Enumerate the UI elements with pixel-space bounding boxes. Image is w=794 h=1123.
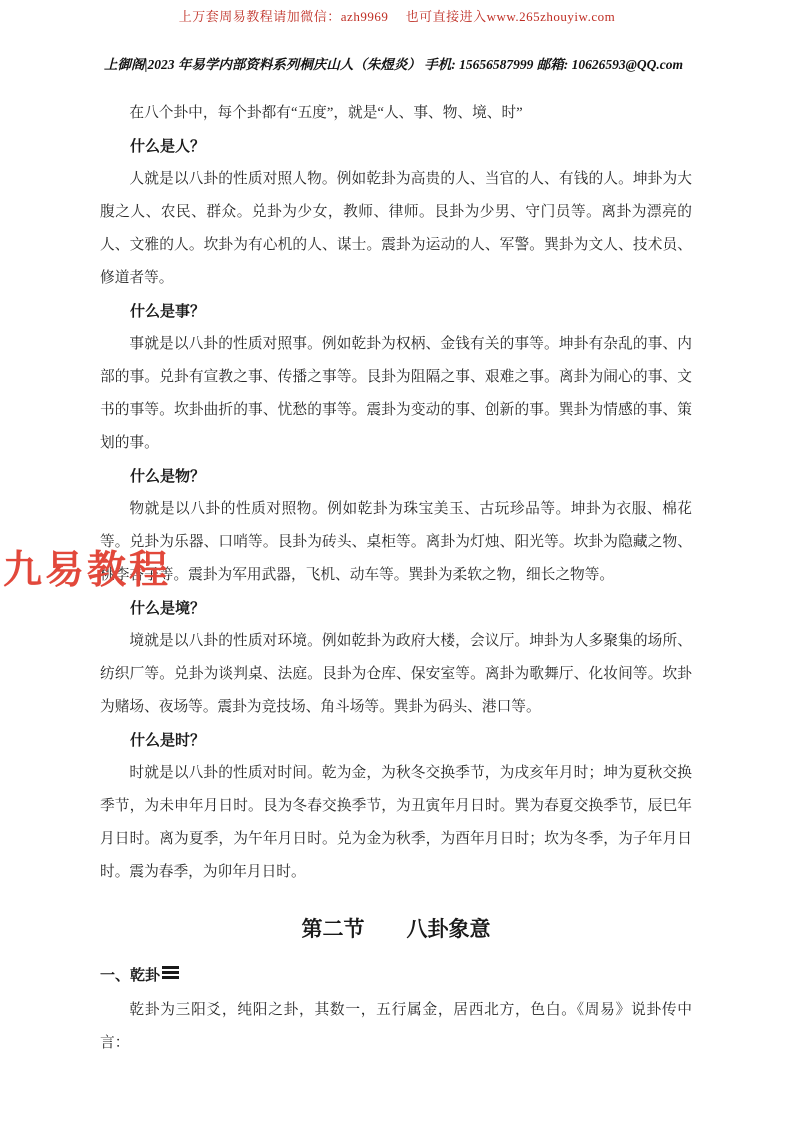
paragraph-shi-time: 时就是以八卦的性质对时间。乾为金，为秋冬交换季节，为戌亥年月时；坤为夏秋交换季节，为未申年月日时。艮为冬春交换季节，为丑寅年月日时。巽为春夏交换季节，辰巳年月日时。离为夏季，为午年月日时。兑为金为秋季，为酉年月日时；坎为冬季，为子年月日时。震为春季，为卯年月日时。 xyxy=(100,765,692,880)
header-contact-label: 桐庆山人（朱煜炎） 手机: 15656587999 邮箱: 10626593@QQ.com xyxy=(299,57,683,72)
promo-banner-text: 上万套周易教程请加微信：azh9969 也可直接进入www.265zhouyiw.com xyxy=(178,9,616,24)
subsection-heading-qian-gua xyxy=(100,959,692,992)
heading-what-is-shi: 什么是事？ xyxy=(130,303,206,320)
header-series-label: 上御阁|2023 年易学内部资料系列 xyxy=(104,57,300,72)
paragraph-ren: 人就是以八卦的性质对照人物。例如乾卦为高贵的人、当官的人、有钱的人。坤卦为大腹之人、农民、群众。兑卦为少女，教师、律师。艮卦为少男、守门员等。离卦为漂亮的人、文雅的人。坎卦为有心机的人、谋士。震卦为运动的人、军警。巽卦为文人、技术员、修道者等。 xyxy=(100,171,692,286)
qian-trigram-icon xyxy=(162,964,179,981)
paragraph-qian-gua: 乾卦为三阳爻，纯阳之卦，其数一，五行属金，居西北方，色白。《周易》说卦传中言： xyxy=(100,1002,692,1051)
heading-what-is-ren: 什么是人？ xyxy=(130,138,206,155)
paragraph-jing: 境就是以八卦的性质对环境。例如乾卦为政府大楼，会议厅。坤卦为人多聚集的场所、纺织厂等。兑卦为谈判桌、法庭。艮卦为仓库、保安室等。离卦为歌舞厅、化妆间等。坎卦为赌场、夜场等。震卦为竞技场、角斗场等。巽卦为码头、港口等。 xyxy=(100,633,692,715)
heading-what-is-wu: 什么是物？ xyxy=(130,468,206,485)
intro-paragraph: 在八个卦中，每个卦都有“五度”，就是“人、事、物、境、时” xyxy=(129,105,523,121)
section-title-bagua-xiangyi: 第二节 八卦象意 xyxy=(301,918,491,941)
jiuyi-jiaocheng-watermark: 九易教程 xyxy=(3,549,172,592)
paragraph-wu: 物就是以八卦的性质对照物。例如乾卦为珠宝美玉、古玩珍品等。坤卦为衣服、棉花等。兑卦为乐器、口哨等。艮卦为砖头、桌柜等。离卦为灯烛、阳光等。坎卦为隐藏之物、桃李杏子等。震卦为军用武器，飞机、动车等。巽卦为柔软之物，细长之物等。 xyxy=(100,501,692,583)
subsection-heading-label: 一、乾卦 xyxy=(100,967,161,984)
page-header xyxy=(104,53,682,73)
heading-what-is-shi-time: 什么是时？ xyxy=(130,732,206,749)
document-body xyxy=(100,97,692,1060)
heading-what-is-jing: 什么是境？ xyxy=(130,600,206,617)
paragraph-shi: 事就是以八卦的性质对照事。例如乾卦为权柄、金钱有关的事等。坤卦有杂乱的事、内部的事。兑卦有宣教之事、传播之事等。艮卦为阻隔之事、艰难之事。离卦为闹心的事、文书的事等。坎卦曲折的事、忧愁的事等。震卦为变动的事、创新的事。巽卦为情感的事、策划的事。 xyxy=(100,336,692,451)
